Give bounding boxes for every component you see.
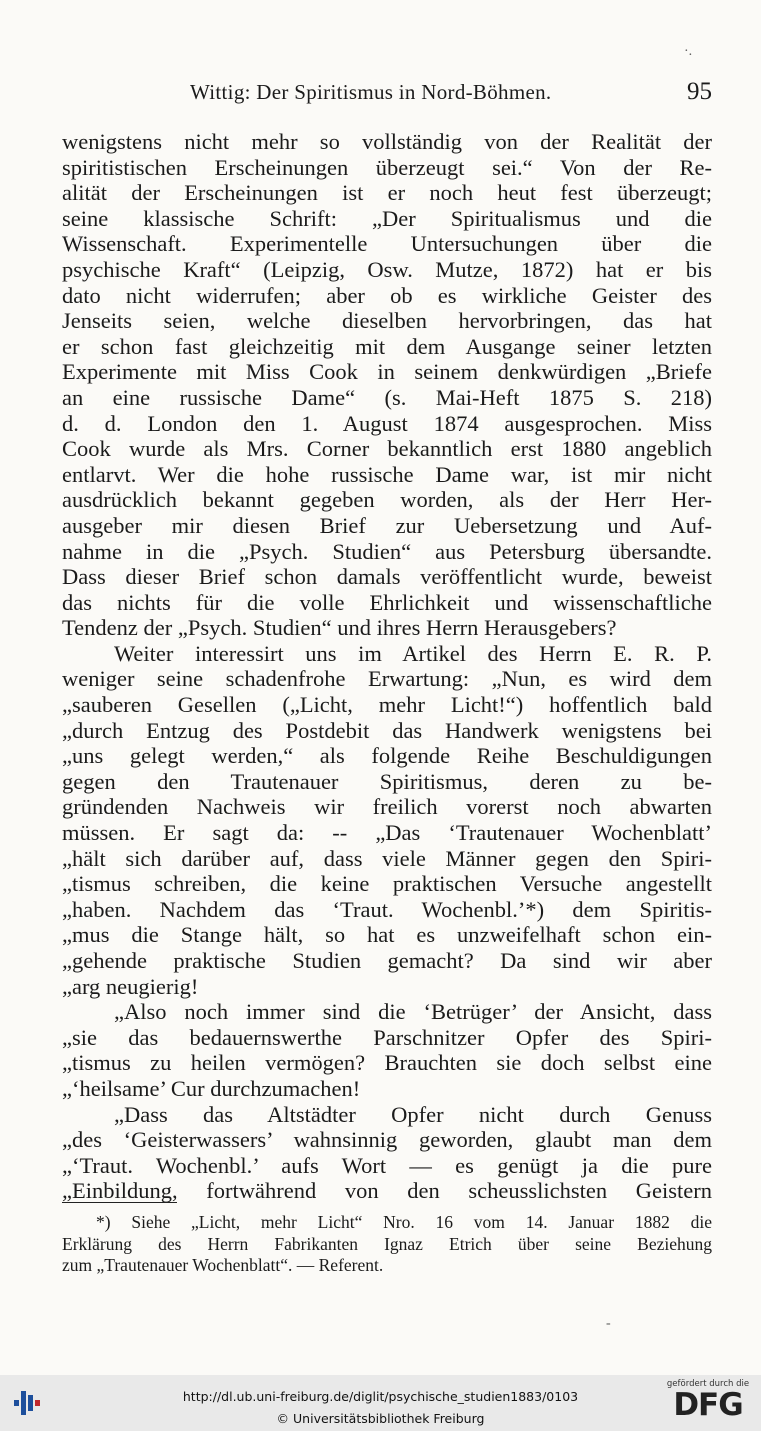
text-line: „Einbildung, fortwährend von den scheusslichsten Geistern	[62, 1178, 712, 1204]
text-line: „‘heilsame’ Cur durchzumachen!	[62, 1075, 361, 1101]
text-line: dato nicht widerrufen; aber ob es wirkliche Geister des	[62, 282, 712, 308]
text-line: Experimente mit Miss Cook in seinem denkwürdigen „Briefe	[62, 359, 712, 385]
text-line: Cook wurde als Mrs. Corner bekanntlich erst 1880 angeblich	[62, 436, 712, 462]
text-line: Dass dieser Brief schon damals veröffentlicht wurde, beweist	[62, 564, 712, 590]
footnote-line: *) Siehe „Licht, mehr Licht“ Nro. 16 vom 14. Januar 1882 die	[96, 1212, 712, 1232]
text-line: wenigstens nicht mehr so vollständig von der Realität der	[62, 129, 712, 154]
footnote-line: Erklärung des Herrn Fabrikanten Ignaz Etrich über seine Beziehung	[62, 1233, 712, 1254]
text-line: „gehende praktische Studien gemacht? Da sind wir aber	[62, 948, 712, 973]
text-line: müssen. Er sagt da: -- „Das ‘Trautenauer Wochenblatt’	[62, 820, 712, 846]
footnote-rule	[62, 1202, 177, 1203]
text-line: „tismus zu heilen vermögen? Brauchten sie doch selbst eine	[62, 1050, 712, 1076]
text-line: Weiter interessirt uns im Artikel des Herrn E. R. P.	[114, 640, 712, 666]
dfg-wordmark: DFG	[673, 1387, 743, 1423]
text-line: psychische Kraft“ (Leipzig, Osw. Mutze, 1872) hat er bis	[62, 256, 712, 282]
text-line: „hält sich darüber auf, dass viele Männer gegen den Spiri-	[62, 845, 712, 871]
text-line: „Also noch immer sind die ‘Betrüger’ der Ansicht, dass	[114, 999, 712, 1025]
text-line: „arg neugierig!	[62, 973, 199, 999]
text-line: Tendenz der „Psych. Studien“ und ihres Herrn Herausgebers?	[62, 615, 617, 641]
page-number: 95	[687, 78, 712, 105]
running-title: Wittig: Der Spiritismus in Nord-Böhmen.	[190, 80, 552, 104]
text-line: „haben. Nachdem das ‘Traut. Wochenbl.’*) dem Spiritis-	[62, 896, 712, 922]
text-line: entlarvt. Wer die hohe russische Dame war, ist mir nicht	[62, 461, 712, 487]
text-line: weniger seine schadenfrohe Erwartung: „Nun, es wird dem	[62, 666, 712, 692]
copyright-notice: © Universitätsbibliothek Freiburg	[276, 1411, 485, 1426]
text-line: „mus die Stange hält, so hat es unzweifelhaft schon ein-	[62, 922, 712, 948]
text-line: Jenseits seien, welche dieselben hervorbringen, das hat	[62, 308, 712, 334]
permalink-url[interactable]: http://dl.ub.uni-freiburg.de/diglit/psychische_studien1883/0103	[182, 1389, 579, 1404]
text-line: spiritistischen Erscheinungen überzeugt sei.“ Von der Re-	[62, 154, 712, 180]
viewer-bottom-bar	[0, 1375, 761, 1431]
running-header	[62, 80, 712, 112]
dfg-caption: gefördert durch die	[666, 1379, 750, 1389]
text-line: „sie das bedauernswerthe Parschnitzer Opfer des Spiri-	[62, 1024, 712, 1050]
dfg-logo	[665, 1379, 751, 1427]
text-line: „‘Traut. Wochenbl.’ aufs Wort — es genügt ja die pure	[62, 1152, 712, 1178]
scan-mark: ·.	[684, 44, 693, 59]
text-line: „Dass das Altstädter Opfer nicht durch Genuss	[114, 1101, 712, 1127]
text-line: d. d. London den 1. August 1874 ausgesprochen. Miss	[62, 410, 712, 436]
text-line: ausdrücklich bekannt gegeben worden, als der Herr Her-	[62, 487, 712, 513]
footnote	[62, 1212, 712, 1277]
text-line: „des ‘Geisterwassers’ wahnsinnig geworden, glaubt man dem	[62, 1127, 712, 1153]
text-line: „uns gelegt werden,“ als folgende Reihe Beschuldigungen	[62, 743, 712, 769]
text-line: ausgeber mir diesen Brief zur Uebersetzung und Auf-	[62, 512, 712, 538]
text-line: gegen den Trautenauer Spiritismus, deren zu be-	[62, 768, 712, 794]
text-line: das nichts für die volle Ehrlichkeit und wissenschaftliche	[62, 589, 712, 615]
text-line: „tismus schreiben, die keine praktischen Versuche angestellt	[62, 871, 712, 897]
text-line: an eine russische Dame“ (s. Mai-Heft 1875 S. 218)	[62, 384, 712, 410]
scan-mark: -	[606, 1316, 611, 1331]
text-line: nahme in die „Psych. Studien“ aus Petersburg übersandte.	[62, 538, 712, 564]
text-line: „sauberen Gesellen („Licht, mehr Licht!“) hoffentlich bald	[62, 692, 712, 718]
text-line: seine klassische Schrift: „Der Spiritualismus und die	[62, 205, 712, 231]
text-line: Wissenschaft. Experimentelle Untersuchungen über die	[62, 231, 712, 257]
text-line: gründenden Nachweis wir freilich vorerst noch abwarten	[62, 794, 712, 820]
footnote-line: zum „Trautenauer Wochenblatt“. — Referent.	[62, 1255, 384, 1275]
body-text	[62, 129, 712, 1204]
text-line: „durch Entzug des Postdebit das Handwerk wenigstens bei	[62, 717, 712, 743]
text-line: alität der Erscheinungen ist er noch heut fest überzeugt;	[62, 180, 712, 206]
text-line: er schon fast gleichzeitig mit dem Ausgange seiner letzten	[62, 333, 712, 359]
